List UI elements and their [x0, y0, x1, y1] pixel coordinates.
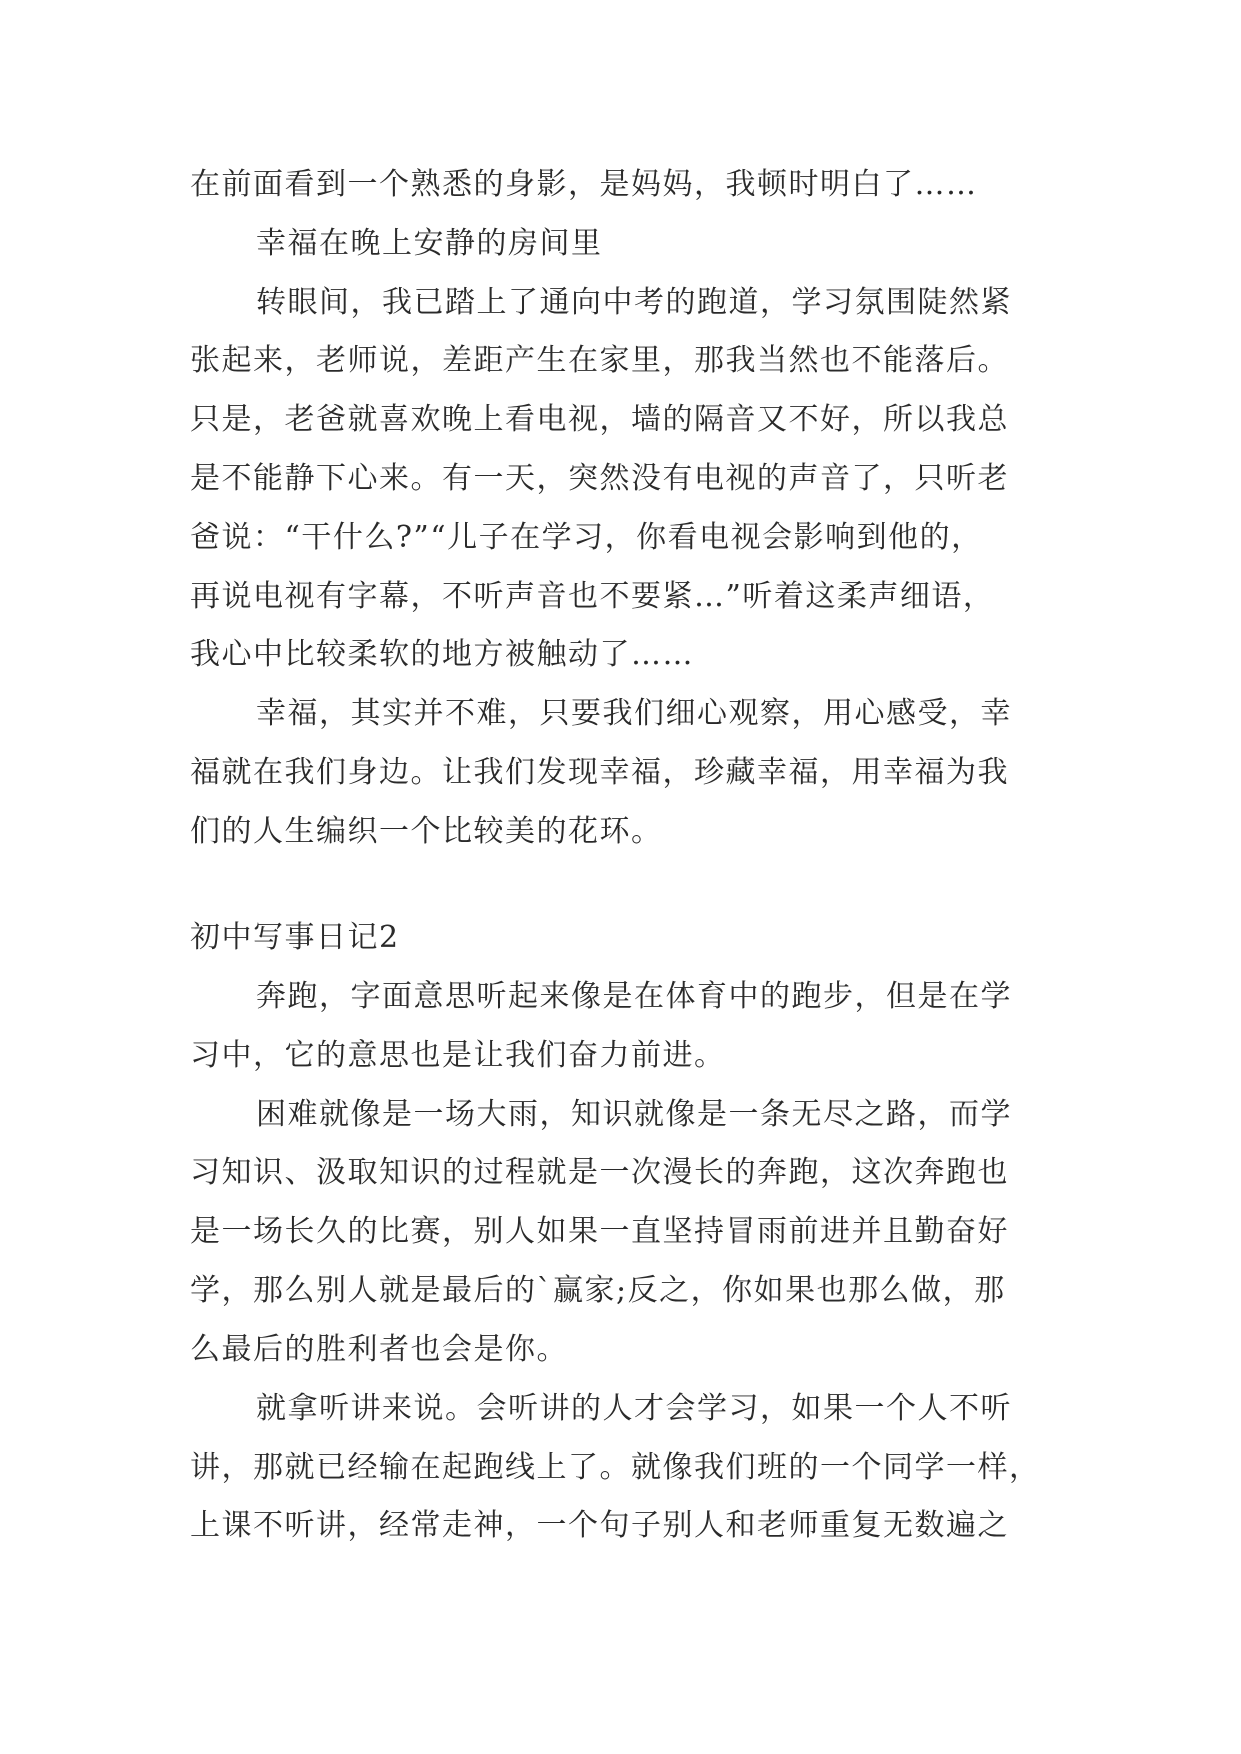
text-line: 张起来，老师说，差距产生在家里，那我当然也不能落后。: [190, 343, 1009, 378]
text-line: 么最后的胜利者也会是你。: [190, 1332, 568, 1367]
section-heading: 幸福在晚上安静的房间里: [256, 226, 603, 261]
text-line: 们的人生编织一个比较美的花环。: [190, 814, 663, 849]
text-line: 转眼间，我已踏上了通向中考的跑道，学习氛围陡然紧: [256, 285, 1012, 320]
text-line: 学，那么别人就是最后的`赢家;反之，你如果也那么做，那: [190, 1273, 1006, 1308]
text-line: 在前面看到一个熟悉的身影，是妈妈，我顿时明白了……: [190, 167, 978, 202]
text-line: 奔跑，字面意思听起来像是在体育中的跑步，但是在学: [256, 979, 1012, 1014]
text-line: 习知识、汲取知识的过程就是一次漫长的奔跑，这次奔跑也: [190, 1155, 1009, 1190]
article-title: 初中写事日记2: [190, 920, 400, 955]
text-line: 我心中比较柔软的地方被触动了……: [190, 637, 694, 672]
text-line: 习中，它的意思也是让我们奋力前进。: [190, 1038, 726, 1073]
text-line: 就拿听讲来说。会听讲的人才会学习，如果一个人不听: [256, 1391, 1012, 1426]
text-line: 讲，那就已经输在起跑线上了。就像我们班的一个同学一样，: [190, 1450, 1041, 1485]
text-line: 上课不听讲，经常走神，一个句子别人和老师重复无数遍之: [190, 1508, 1009, 1543]
text-line: 爸说：“干什么?”“儿子在学习，你看电视会影响到他的，: [190, 520, 983, 555]
text-line: 只是，老爸就喜欢晚上看电视，墙的隔音又不好，所以我总: [190, 402, 1009, 437]
text-line: 是不能静下心来。有一天，突然没有电视的声音了，只听老: [190, 461, 1009, 496]
text-line: 福就在我们身边。让我们发现幸福，珍藏幸福，用幸福为我: [190, 755, 1009, 790]
text-line: 再说电视有字幕，不听声音也不要紧…”听着这柔声细语，: [190, 579, 995, 614]
text-line: 是一场长久的比赛，别人如果一直坚持冒雨前进并且勤奋好: [190, 1214, 1009, 1249]
text-line: 幸福，其实并不难，只要我们细心观察，用心感受，幸: [256, 696, 1012, 731]
text-line: 困难就像是一场大雨，知识就像是一条无尽之路，而学: [256, 1097, 1012, 1132]
